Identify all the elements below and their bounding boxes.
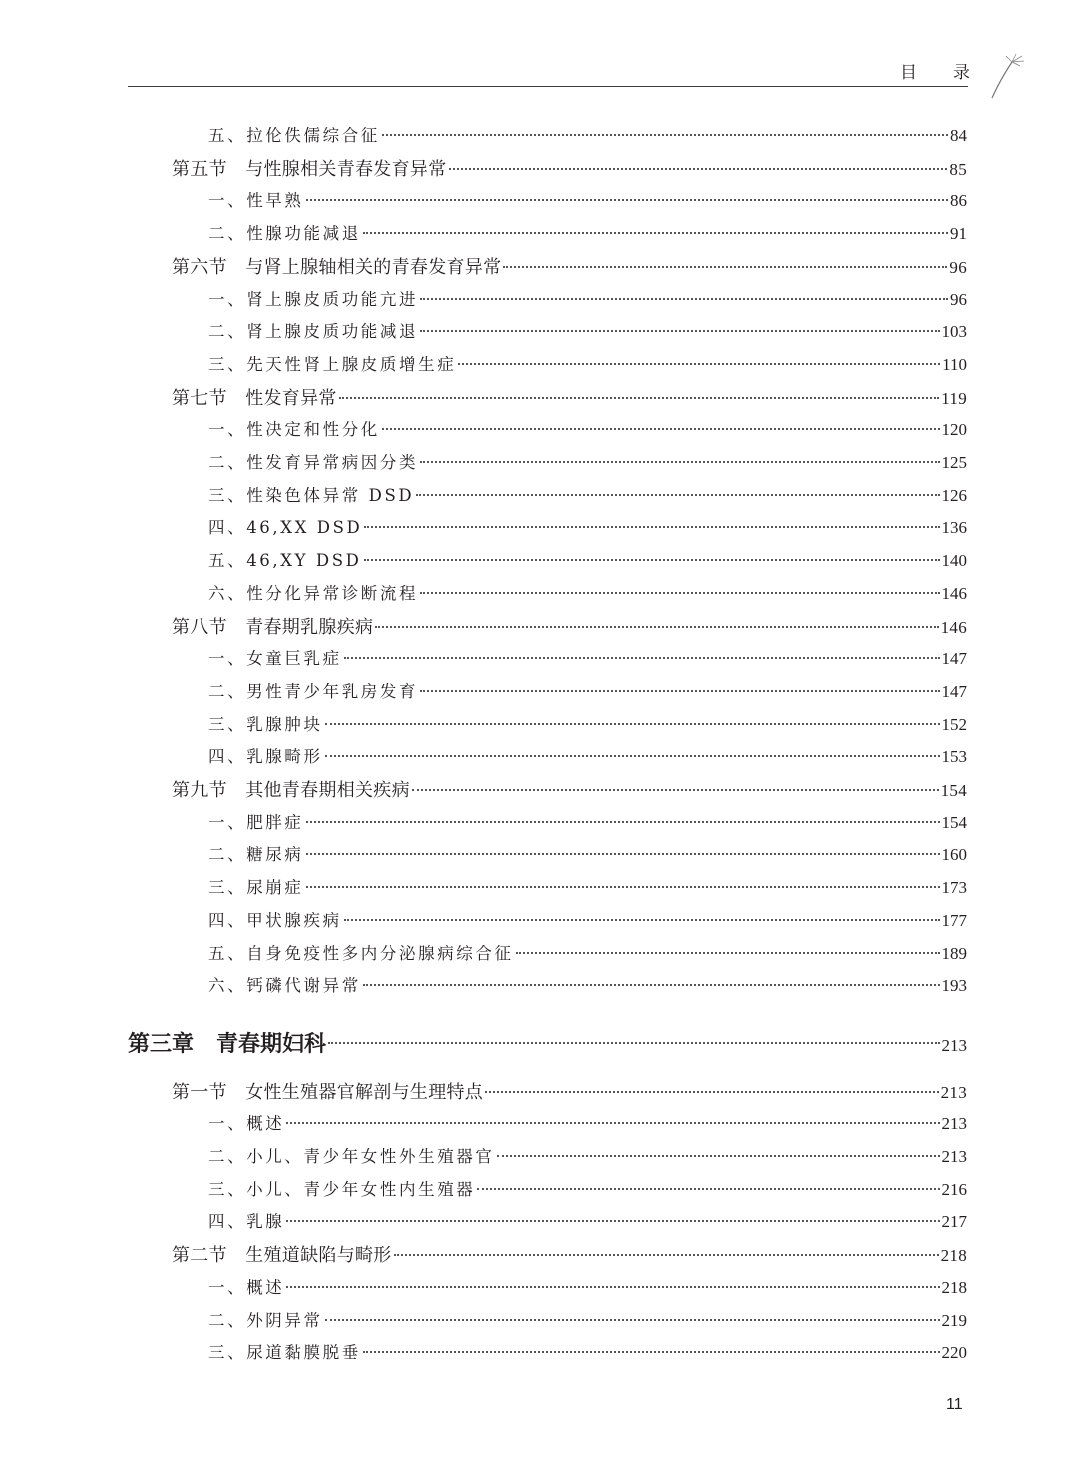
toc-entry-item: [208, 122, 967, 146]
toc-entry-section: [172, 384, 967, 410]
toc-entry-label: 第八节 青春期乳腺疾病: [172, 616, 374, 638]
toc-entry-label: 第七节 性发育异常: [172, 387, 337, 409]
toc-leader-dots: [375, 625, 938, 628]
toc-leader-dots: [344, 656, 940, 659]
toc-entry-page: 173: [941, 878, 967, 898]
toc-entry-item: [208, 1176, 967, 1200]
toc-entry-page: 84: [950, 126, 967, 145]
toc-entry-section: [172, 155, 967, 181]
toc-leader-dots: [382, 427, 940, 430]
toc-entry-item: [208, 1339, 967, 1363]
toc-entry-label: 三、小儿、青少年女性内生殖器: [208, 1179, 476, 1199]
toc-entry-section: [172, 253, 967, 279]
toc-entry-page: 160: [941, 845, 967, 865]
toc-entry-page: 126: [941, 485, 967, 505]
toc-entry-page: 154: [941, 812, 967, 832]
toc-entry-item: [208, 547, 967, 571]
toc-entry-label: 四、46,XX DSD: [208, 518, 363, 538]
toc-entry-page: 213: [941, 1035, 967, 1055]
toc-entry-section: [172, 776, 967, 802]
toc-entry-page: 147: [941, 649, 967, 669]
toc-entry-item: [208, 678, 967, 702]
toc-entry-item: [208, 972, 967, 996]
toc-leader-dots: [420, 329, 939, 332]
toc-entry-label: 二、男性青少年乳房发育: [208, 681, 419, 701]
toc-entry-page: 103: [941, 322, 967, 342]
page-number: 11: [946, 1396, 963, 1413]
toc-entry-item: [208, 1274, 967, 1298]
toc-entry-page: 96: [950, 289, 967, 309]
header-rule: [128, 86, 968, 87]
toc-entry-page: 125: [941, 453, 967, 472]
toc-entry-label: 二、糖尿病: [208, 845, 304, 865]
toc-entry-page: 96: [949, 257, 967, 277]
toc-entry-page: 213: [941, 1114, 967, 1134]
toc-entry-label: 一、肾上腺皮质功能亢进: [208, 289, 419, 309]
toc-entry-page: 154: [940, 781, 967, 800]
toc-leader-dots: [416, 493, 939, 496]
toc-entry-page: 146: [941, 583, 967, 603]
toc-entry-label: 五、自身免疫性多内分泌腺病综合征: [208, 943, 514, 963]
toc-entry-item: [208, 874, 967, 898]
toc-entry-label: 三、乳腺肿块: [208, 714, 323, 734]
toc-entry-item: [208, 286, 967, 310]
toc-entry-label: 第一节 女性生殖器官解剖与生理特点: [172, 1081, 484, 1103]
toc-entry-label: 五、拉伦佚儒综合征: [208, 126, 380, 145]
toc-entry-item: [208, 220, 967, 244]
toc-entry-label: 三、尿崩症: [208, 878, 304, 898]
toc-entry-label: 二、小儿、青少年女性外生殖器官: [208, 1147, 495, 1166]
toc-leader-dots: [306, 852, 940, 855]
toc-leader-dots: [363, 983, 940, 986]
toc-entry-item: [208, 645, 967, 669]
toc-leader-dots: [286, 1121, 939, 1124]
toc-entry-item: [208, 416, 967, 440]
toc-entry-label: 三、尿道黏膜脱垂: [208, 1343, 361, 1363]
toc-leader-dots: [364, 558, 940, 561]
toc-entry-section: [172, 1078, 967, 1104]
toc-entry-page: 147: [941, 681, 967, 701]
toc-leader-dots: [344, 918, 940, 921]
toc-entry-page: 216: [941, 1179, 967, 1199]
toc-entry-page: 119: [941, 388, 967, 408]
toc-entry-page: 85: [949, 159, 967, 179]
toc-entry-label: 第九节 其他青春期相关疾病: [172, 780, 410, 801]
toc-entry-page: 213: [940, 1082, 967, 1102]
toc-leader-dots: [420, 591, 939, 594]
toc-leader-dots: [328, 1041, 939, 1044]
toc-entry-page: 136: [941, 518, 967, 538]
toc-entry-page: 153: [941, 747, 967, 767]
toc-leader-dots: [477, 1187, 939, 1190]
toc-entry-item: [208, 351, 967, 375]
toc-entry-item: [208, 318, 967, 342]
toc-entry-item: [208, 1110, 967, 1134]
toc-entry-page: 220: [941, 1343, 967, 1363]
toc-entry-page: 218: [941, 1277, 967, 1297]
toc-entry-page: 120: [941, 420, 967, 440]
toc-leader-dots: [306, 820, 940, 823]
toc-entry-label: 二、性腺功能减退: [208, 224, 361, 244]
toc-leader-dots: [363, 231, 948, 234]
toc-entry-item: [208, 743, 967, 767]
toc-entry-section: [172, 613, 967, 639]
toc-entry-label: 一、概述: [208, 1114, 285, 1134]
toc-leader-dots: [485, 1090, 938, 1093]
toc-leader-dots: [412, 788, 939, 791]
toc-leader-dots: [363, 1350, 940, 1353]
toc-entry-label: 一、性决定和性分化: [208, 420, 380, 440]
toc-entry-label: 二、肾上腺皮质功能减退: [208, 322, 419, 342]
toc-entry-page: 217: [941, 1212, 967, 1232]
toc-entry-page: 219: [941, 1310, 967, 1330]
toc-leader-dots: [286, 1219, 939, 1222]
toc-entry-page: 91: [950, 224, 967, 244]
toc-entry-page: 152: [941, 714, 967, 734]
toc-leader-dots: [497, 1154, 940, 1157]
toc-entry-item: [208, 711, 967, 735]
toc-entry-page: 213: [941, 1147, 967, 1166]
toc-leader-dots: [306, 885, 940, 888]
toc-entry-label: 一、女童巨乳症: [208, 649, 342, 669]
toc-entry-item: [208, 449, 967, 473]
toc-entry-page: 146: [940, 617, 967, 637]
toc-entry-page: 110: [942, 354, 967, 374]
toc-leader-dots: [364, 525, 939, 528]
toc-entry-label: 第五节 与性腺相关青春发育异常: [172, 158, 447, 180]
toc-entry-label: 五、46,XY DSD: [208, 551, 362, 571]
toc-entry-item: [208, 1208, 967, 1232]
toc-entry-label: 一、性早熟: [208, 191, 304, 211]
toc-entry-label: 六、性分化异常诊断流程: [208, 583, 419, 603]
toc-entry-item: [208, 940, 967, 964]
toc-leader-dots: [286, 1285, 939, 1288]
toc-entry-label: 三、性染色体异常 DSD: [208, 485, 415, 505]
toc-leader-dots: [325, 754, 940, 757]
toc-leader-dots: [420, 460, 939, 463]
toc-entry-item: [208, 187, 967, 211]
toc-entry-chapter: [128, 1027, 967, 1058]
toc-entry-item: [208, 482, 967, 506]
toc-leader-dots: [394, 1253, 939, 1256]
toc-entry-label: 第六节 与肾上腺轴相关的青春发育异常: [172, 256, 502, 278]
toc-entry-label: 四、乳腺: [208, 1212, 285, 1232]
toc-entry-label: 第三章 青春期妇科: [128, 1031, 327, 1057]
toc-entry-page: 193: [941, 976, 967, 996]
toc-leader-dots: [420, 297, 948, 300]
toc-leader-dots: [420, 689, 939, 692]
toc-leader-dots: [306, 198, 949, 201]
toc-entry-page: 189: [941, 943, 967, 963]
toc-entry-item: [208, 907, 967, 931]
toc-entry-item: [208, 580, 967, 604]
header-title-char: 录: [953, 63, 970, 83]
header-title: [900, 58, 970, 83]
toc-leader-dots: [382, 133, 948, 136]
toc-leader-dots: [503, 265, 947, 268]
toc-entry-section: [172, 1241, 967, 1267]
toc-leader-dots: [516, 951, 940, 954]
toc-entry-page: 86: [950, 191, 967, 211]
toc-entry-label: 第二节 生殖道缺陷与畸形: [172, 1245, 392, 1267]
toc-leader-dots: [339, 396, 940, 399]
toc-entry-label: 六、钙磷代谢异常: [208, 976, 361, 996]
toc-entry-label: 四、乳腺畸形: [208, 747, 323, 767]
toc-entry-page: 218: [940, 1246, 967, 1266]
toc-entry-label: 二、性发育异常病因分类: [208, 453, 419, 472]
toc-entry-item: [208, 514, 967, 538]
dandelion-seed-icon: [986, 52, 1026, 102]
toc-leader-dots: [325, 722, 940, 725]
toc-leader-dots: [449, 167, 948, 170]
toc-entry-item: [208, 1307, 967, 1331]
toc-entry-page: 177: [941, 910, 967, 930]
header-title-char: 目: [900, 63, 917, 83]
toc-leader-dots: [325, 1318, 940, 1321]
toc-entry-label: 二、外阴异常: [208, 1310, 323, 1330]
toc-leader-dots: [458, 362, 940, 365]
toc-entry-item: [208, 809, 967, 833]
toc-entry-label: 四、甲状腺疾病: [208, 910, 342, 930]
toc-entry-item: [208, 1143, 967, 1167]
toc-entry-label: 三、先天性肾上腺皮质增生症: [208, 354, 457, 374]
toc-entry-label: 一、肥胖症: [208, 812, 304, 832]
toc-entry-label: 一、概述: [208, 1277, 285, 1297]
toc-entry-page: 140: [941, 551, 967, 571]
toc-entry-item: [208, 841, 967, 865]
